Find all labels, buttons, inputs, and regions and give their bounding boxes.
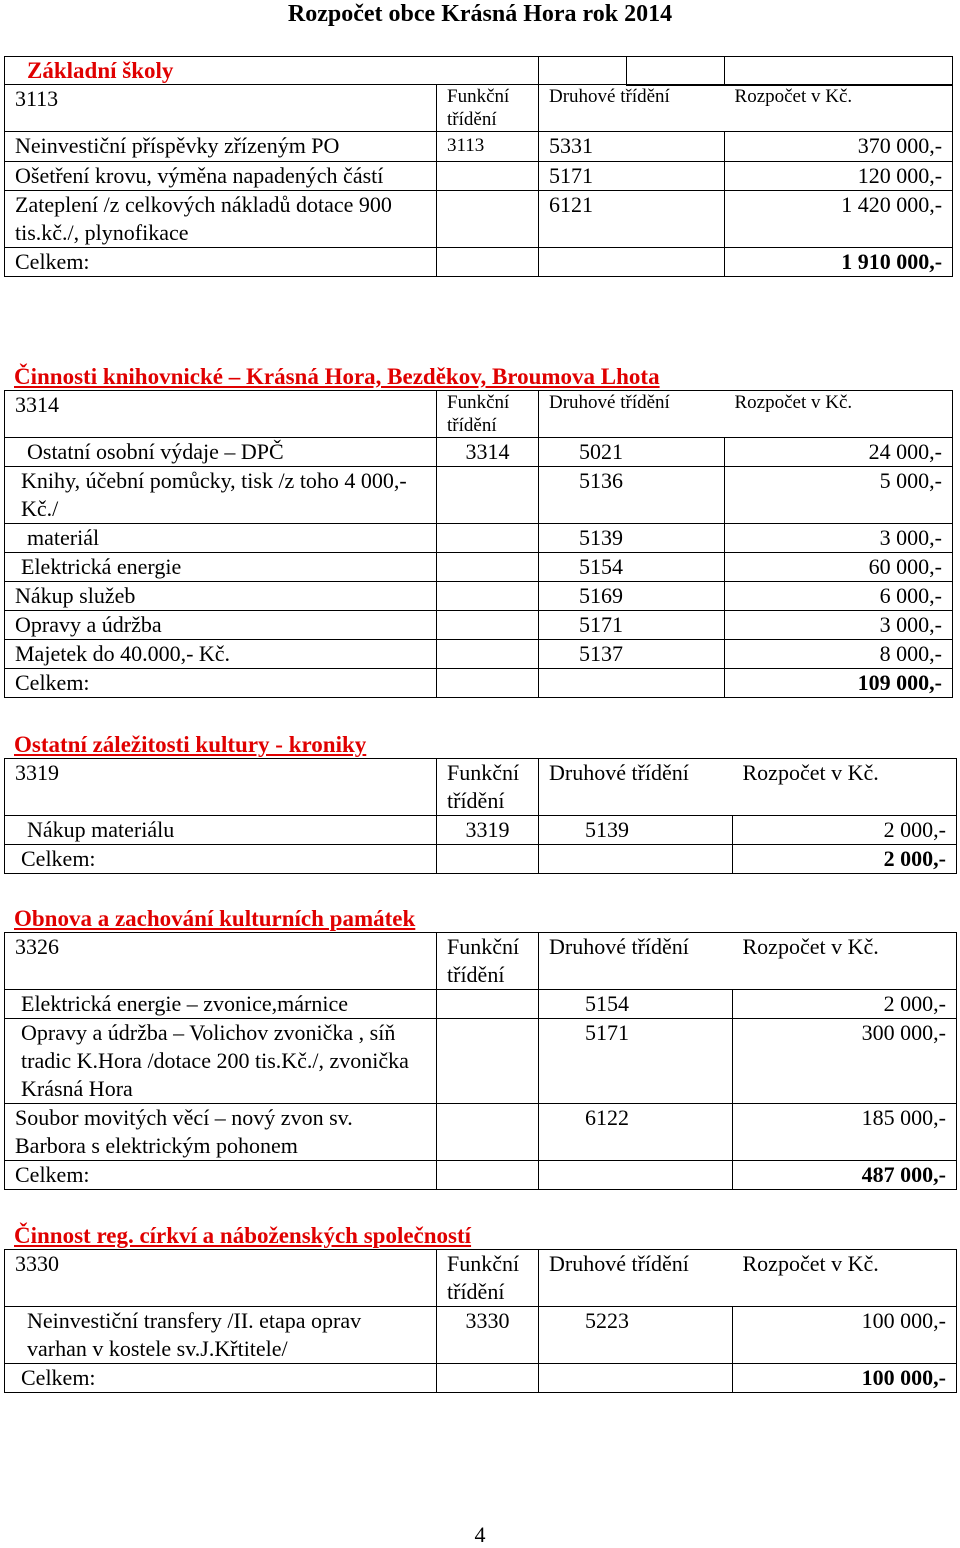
header-funkcni: Funkční třídění xyxy=(437,391,539,438)
section-pamatky xyxy=(4,906,957,1190)
row-label: Nákup materiálu xyxy=(5,816,437,845)
header-rozpocet: Rozpočet v Kč. xyxy=(733,1250,957,1307)
budget-table xyxy=(4,56,953,86)
row-funkcni xyxy=(437,1019,539,1104)
row-funkcni xyxy=(437,640,539,669)
section-kroniky xyxy=(4,732,957,874)
section-title: Činnosti knihovnické – Krásná Hora, Bezděkov, Broumova Lhota xyxy=(14,364,660,389)
row-amount: 370 000,- xyxy=(725,132,953,162)
row-label: Elektrická energie xyxy=(5,553,437,582)
total-amount: 487 000,- xyxy=(733,1161,957,1190)
header-druhove: Druhové třídění xyxy=(539,1250,733,1307)
row-funkcni xyxy=(437,1104,539,1161)
function-code: 3319 xyxy=(5,759,437,816)
row-funkcni xyxy=(437,611,539,640)
row-label: Elektrická energie – zvonice,márnice xyxy=(5,990,437,1019)
row-druhove: 6122 xyxy=(539,1104,733,1161)
total-amount: 2 000,- xyxy=(733,845,957,874)
row-label: Opravy a údržba – Volichov zvonička , síň tradic K.Hora /dotace 200 tis.Kč./, zvonička Krásná Hora xyxy=(5,1019,437,1104)
row-druhove: 5171 xyxy=(539,162,725,191)
section-title: Ostatní záležitosti kultury - kroniky xyxy=(14,732,367,757)
section-knihovna xyxy=(4,364,953,698)
total-amount: 1 910 000,- xyxy=(725,248,953,277)
row-amount: 1 420 000,- xyxy=(725,191,953,248)
row-label: Nákup služeb xyxy=(5,582,437,611)
section-zakladni-skoly xyxy=(4,56,953,86)
budget-table xyxy=(4,84,953,277)
row-amount: 60 000,- xyxy=(725,553,953,582)
header-druhove: Druhové třídění xyxy=(539,759,733,816)
row-funkcni xyxy=(437,467,539,524)
function-code: 3326 xyxy=(5,933,437,990)
row-druhove: 5139 xyxy=(539,524,725,553)
header-funkcni: Funkční třídění xyxy=(437,759,539,816)
row-funkcni: 3330 xyxy=(437,1307,539,1364)
row-druhove: 5331 xyxy=(539,132,725,162)
row-amount: 3 000,- xyxy=(725,524,953,553)
row-label: Opravy a údržba xyxy=(5,611,437,640)
row-amount: 120 000,- xyxy=(725,162,953,191)
row-druhove: 5223 xyxy=(539,1307,733,1364)
row-druhove: 5169 xyxy=(539,582,725,611)
row-label: Majetek do 40.000,- Kč. xyxy=(5,640,437,669)
row-label: Knihy, účební pomůcky, tisk /z toho 4 000,- Kč./ xyxy=(5,467,437,524)
row-label: Ošetření krovu, výměna napadených částí xyxy=(5,162,437,191)
row-druhove: 5021 xyxy=(539,438,725,467)
row-amount: 2 000,- xyxy=(733,816,957,845)
row-amount: 300 000,- xyxy=(733,1019,957,1104)
row-amount: 8 000,- xyxy=(725,640,953,669)
budget-table xyxy=(4,1249,957,1393)
row-druhove: 5136 xyxy=(539,467,725,524)
header-funkcni: Funkční třídění xyxy=(437,933,539,990)
header-rozpocet: Rozpočet v Kč. xyxy=(725,391,953,438)
total-amount: 100 000,- xyxy=(733,1364,957,1393)
row-amount: 185 000,- xyxy=(733,1104,957,1161)
row-funkcni xyxy=(437,162,539,191)
section-zakladni-skoly-body xyxy=(4,84,953,277)
row-label: Ostatní osobní výdaje – DPČ xyxy=(5,438,437,467)
row-amount: 2 000,- xyxy=(733,990,957,1019)
header-druhove: Druhové třídění xyxy=(539,933,733,990)
header-rozpocet: Rozpočet v Kč. xyxy=(725,85,953,132)
header-rozpocet: Rozpočet v Kč. xyxy=(733,759,957,816)
row-funkcni xyxy=(437,990,539,1019)
function-code: 3314 xyxy=(5,391,437,438)
row-label: Zateplení /z celkových nákladů dotace 900 tis.kč./, plynofikace xyxy=(5,191,437,248)
page-number: 4 xyxy=(474,1522,486,1547)
row-amount: 3 000,- xyxy=(725,611,953,640)
row-funkcni xyxy=(437,191,539,248)
row-amount: 100 000,- xyxy=(733,1307,957,1364)
row-amount: 6 000,- xyxy=(725,582,953,611)
header-rozpocet: Rozpočet v Kč. xyxy=(733,933,957,990)
total-label: Celkem: xyxy=(5,1161,437,1190)
budget-table xyxy=(4,758,957,874)
row-amount: 5 000,- xyxy=(725,467,953,524)
row-druhove: 5154 xyxy=(539,990,733,1019)
row-druhove: 5154 xyxy=(539,553,725,582)
row-druhove: 5137 xyxy=(539,640,725,669)
function-code: 3113 xyxy=(5,85,437,132)
row-druhove: 5171 xyxy=(539,1019,733,1104)
section-title: Obnova a zachování kulturních památek xyxy=(14,906,416,931)
budget-table xyxy=(4,932,957,1190)
section-title-cell xyxy=(5,57,539,86)
total-amount: 109 000,- xyxy=(725,669,953,698)
document-title: Rozpočet obce Krásná Hora rok 2014 xyxy=(287,1,673,27)
total-label: Celkem: xyxy=(5,669,437,698)
header-druhove: Druhové třídění xyxy=(539,85,725,132)
row-label: materiál xyxy=(5,524,437,553)
row-label: Neinvestiční transfery /II. etapa oprav varhan v kostele sv.J.Křtitele/ xyxy=(5,1307,437,1364)
total-label: Celkem: xyxy=(5,845,437,874)
row-funkcni xyxy=(437,582,539,611)
row-funkcni: 3314 xyxy=(437,438,539,467)
row-funkcni: 3113 xyxy=(437,132,539,162)
row-label: Soubor movitých věcí – nový zvon sv. Barbora s elektrickým pohonem xyxy=(5,1104,437,1161)
budget-table xyxy=(4,390,953,698)
total-label: Celkem: xyxy=(5,248,437,277)
function-code: 3330 xyxy=(5,1250,437,1307)
row-funkcni xyxy=(437,524,539,553)
total-label: Celkem: xyxy=(5,1364,437,1393)
row-amount: 24 000,- xyxy=(725,438,953,467)
row-funkcni: 3319 xyxy=(437,816,539,845)
row-label: Neinvestiční příspěvky zřízeným PO xyxy=(5,132,437,162)
section-title: Činnost reg. církví a náboženských společností xyxy=(14,1223,472,1248)
section-title: Základní školy xyxy=(27,58,174,83)
row-funkcni xyxy=(437,553,539,582)
section-cirkve xyxy=(4,1223,957,1393)
header-funkcni: Funkční třídění xyxy=(437,85,539,132)
row-druhove: 5171 xyxy=(539,611,725,640)
header-druhove: Druhové třídění xyxy=(539,391,725,438)
header-funkcni: Funkční třídění xyxy=(437,1250,539,1307)
row-druhove: 6121 xyxy=(539,191,725,248)
row-druhove: 5139 xyxy=(539,816,733,845)
